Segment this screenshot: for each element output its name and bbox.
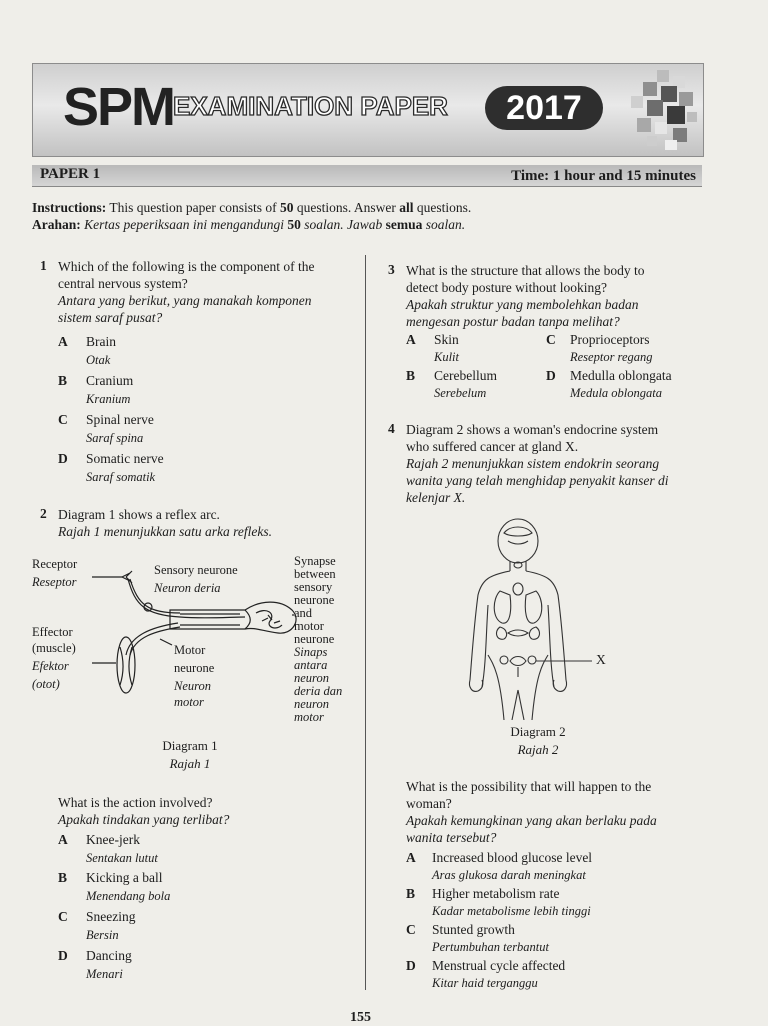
question-text-ms: mengesan postur badan tanpa melihat? <box>406 314 620 329</box>
option-text: Medulla oblongata <box>570 368 672 383</box>
synapse-label-line: and <box>294 606 313 620</box>
question-text-ms: kelenjar X. <box>406 490 466 505</box>
question-number: 3 <box>388 262 395 277</box>
option-text: Increased blood glucose level <box>432 850 593 865</box>
arahan-label: Arahan: <box>32 217 81 232</box>
option-letter: D <box>58 451 68 466</box>
sensory-neurone-label: Sensory neurone <box>154 563 238 577</box>
option-letter: A <box>406 850 416 865</box>
instructions-all: all <box>399 200 414 215</box>
option-text-ms: Reseptor regang <box>570 350 653 364</box>
motor-neurone-label-ms: motor <box>174 695 204 709</box>
option-letter: C <box>546 332 556 347</box>
option-text: Skin <box>434 332 459 347</box>
option-text: Brain <box>86 334 116 349</box>
synapse-label-line: motor <box>294 619 324 633</box>
header-banner <box>32 63 704 157</box>
question-text-ms: Antara yang berikut, yang manakah komponen <box>58 293 312 308</box>
option-letter: D <box>58 948 68 963</box>
effector-label-ms: (otot) <box>32 677 60 691</box>
synapse-label <box>294 555 342 724</box>
diagram-1-caption: Diagram 1 <box>162 738 218 753</box>
arahan-text: Kertas peperiksaan ini mengandungi <box>80 217 288 232</box>
question-text-ms: wanita yang telah menghidap penyakit kanser di <box>406 473 669 488</box>
option-text: Knee-jerk <box>86 832 140 847</box>
arahan-text: soalan. <box>422 217 466 232</box>
option-text-ms: Kulit <box>434 350 460 364</box>
option-text-ms: Kadar metabolisme lebih tinggi <box>432 904 591 918</box>
diagram-2-endocrine-system <box>460 515 620 720</box>
page-number: 155 <box>350 1010 371 1025</box>
option-text: Higher metabolism rate <box>432 886 560 901</box>
option-text: Stunted growth <box>432 922 515 937</box>
question-text-ms: Apakah kemungkinan yang akan berlaku pada <box>406 813 657 828</box>
option-text-ms: Kranium <box>86 392 131 406</box>
option-text: Proprioceptors <box>570 332 650 347</box>
motor-neurone-label: neurone <box>174 661 215 675</box>
synapse-label-line: Synapse <box>294 554 336 568</box>
endocrine-body-outline <box>460 515 620 720</box>
option-text-ms: Serebelum <box>434 386 487 400</box>
diagram-2-caption-ms: Rajah 2 <box>517 742 559 757</box>
question-text: What is the possibility that will happen to the <box>406 779 652 794</box>
synapse-label-line: sensory <box>294 580 333 594</box>
synapse-label-line: neurone <box>294 593 335 607</box>
synapse-label-ms-line: Sinaps <box>294 645 328 659</box>
option-text: Spinal nerve <box>86 412 154 427</box>
question-number: 4 <box>388 421 395 436</box>
option-text: Menstrual cycle affected <box>432 958 566 973</box>
effector-label-ms: Efektor <box>32 659 69 673</box>
question-number: 1 <box>40 258 47 273</box>
synapse-label-ms-line: motor <box>294 710 324 724</box>
option-text-ms: Otak <box>86 353 111 367</box>
option-text: Dancing <box>86 948 132 963</box>
option-text-ms: Medula oblongata <box>570 386 663 400</box>
option-letter: B <box>406 368 416 383</box>
paper-info-bar <box>32 165 702 187</box>
arahan-all: semua <box>385 217 423 232</box>
motor-neurone-label-ms: Neuron <box>174 679 212 693</box>
option-letter: A <box>58 334 68 349</box>
arahan-text: soalan. Jawab <box>300 217 386 232</box>
question-text-ms: Rajah 2 menunjukkan sistem endokrin seorang <box>406 456 660 471</box>
q4-question <box>406 778 706 846</box>
gland-x-label: X <box>596 652 606 667</box>
instructions-en <box>32 200 471 216</box>
question-text: who suffered cancer at gland X. <box>406 439 579 454</box>
question-text-ms: Apakah struktur yang membolehkan badan <box>406 297 639 312</box>
effector-label: (muscle) <box>32 641 76 655</box>
synapse-label-ms-line: deria dan <box>294 684 343 698</box>
question-number: 2 <box>40 506 47 521</box>
option-letter: B <box>58 870 68 885</box>
option-text-ms: Pertumbuhan terbantut <box>432 940 550 954</box>
option-letter: A <box>58 832 68 847</box>
instructions-ms <box>32 217 465 233</box>
synapse-label-ms-line: neuron <box>294 697 329 711</box>
column-divider <box>365 255 366 990</box>
option-text: Sneezing <box>86 909 136 924</box>
question-text: Diagram 2 shows a woman's endocrine system <box>406 422 659 437</box>
instructions-text: This question paper consists of <box>106 200 280 215</box>
option-text: Somatic nerve <box>86 451 164 466</box>
question-text: central nervous system? <box>58 276 188 291</box>
question-text: woman? <box>406 796 452 811</box>
diagram-1-caption-ms: Rajah 1 <box>169 756 211 771</box>
option-text-ms: Saraf spina <box>86 431 144 445</box>
option-letter: D <box>406 958 416 973</box>
question-text: What is the action involved? <box>58 795 213 810</box>
synapse-label-ms-line: antara <box>294 658 328 672</box>
option-text-ms: Saraf somatik <box>86 470 156 484</box>
synapse-label-line: neurone <box>294 632 335 646</box>
q2-question <box>58 794 229 828</box>
effector-label: Effector <box>32 625 73 639</box>
option-text-ms: Sentakan lutut <box>86 851 158 865</box>
option-letter: C <box>58 412 68 427</box>
option-text: Kicking a ball <box>86 870 163 885</box>
option-text: Cranium <box>86 373 134 388</box>
instructions-label: Instructions: <box>32 200 107 215</box>
question-text-ms: sistem saraf pusat? <box>58 310 163 325</box>
question-text-ms: Apakah tindakan yang terlibat? <box>58 812 230 827</box>
spm-title: SPM <box>63 77 175 137</box>
option-text-ms: Aras glukosa darah meningkat <box>432 868 586 882</box>
receptor-label-ms: Reseptor <box>32 575 77 589</box>
year-badge: 2017 <box>485 86 603 130</box>
question-text: What is the structure that allows the body to <box>406 263 645 278</box>
option-letter: C <box>58 909 68 924</box>
question-text: Diagram 1 shows a reflex arc. <box>58 507 220 522</box>
option-text-ms: Bersin <box>86 928 119 942</box>
synapse-label-line: between <box>294 567 336 581</box>
arahan-count: 50 <box>287 217 301 232</box>
option-letter: D <box>546 368 556 383</box>
question-text-ms: wanita tersebut? <box>406 830 497 845</box>
option-letter: B <box>406 886 416 901</box>
diagram-1-reflex-arc <box>30 555 360 735</box>
question-text: Which of the following is the component of the <box>58 259 315 274</box>
option-text-ms: Kitar haid terganggu <box>432 976 538 990</box>
cube-pattern-decoration <box>617 66 701 154</box>
sensory-neurone-label-ms: Neuron deria <box>154 581 221 595</box>
option-letter: C <box>406 922 416 937</box>
instructions-count: 50 <box>280 200 294 215</box>
option-letter: B <box>58 373 68 388</box>
instructions-text: questions. <box>413 200 472 215</box>
question-text: detect body posture without looking? <box>406 280 607 295</box>
option-text-ms: Menari <box>86 967 123 981</box>
exam-title: EXAMINATION PAPER <box>173 91 448 121</box>
option-letter: A <box>406 332 416 347</box>
option-text-ms: Menendang bola <box>86 889 171 903</box>
paper-label: PAPER 1 <box>40 166 101 182</box>
instructions-text: questions. Answer <box>293 200 400 215</box>
receptor-label: Receptor <box>32 557 78 571</box>
option-text: Cerebellum <box>434 368 497 383</box>
time-label: Time: 1 hour and 15 minutes <box>511 168 696 184</box>
diagram-2-caption: Diagram 2 <box>510 724 566 739</box>
motor-neurone-label: Motor <box>174 643 206 657</box>
question-text-ms: Rajah 1 menunjukkan satu arka refleks. <box>58 524 272 539</box>
synapse-label-ms-line: neuron <box>294 671 329 685</box>
